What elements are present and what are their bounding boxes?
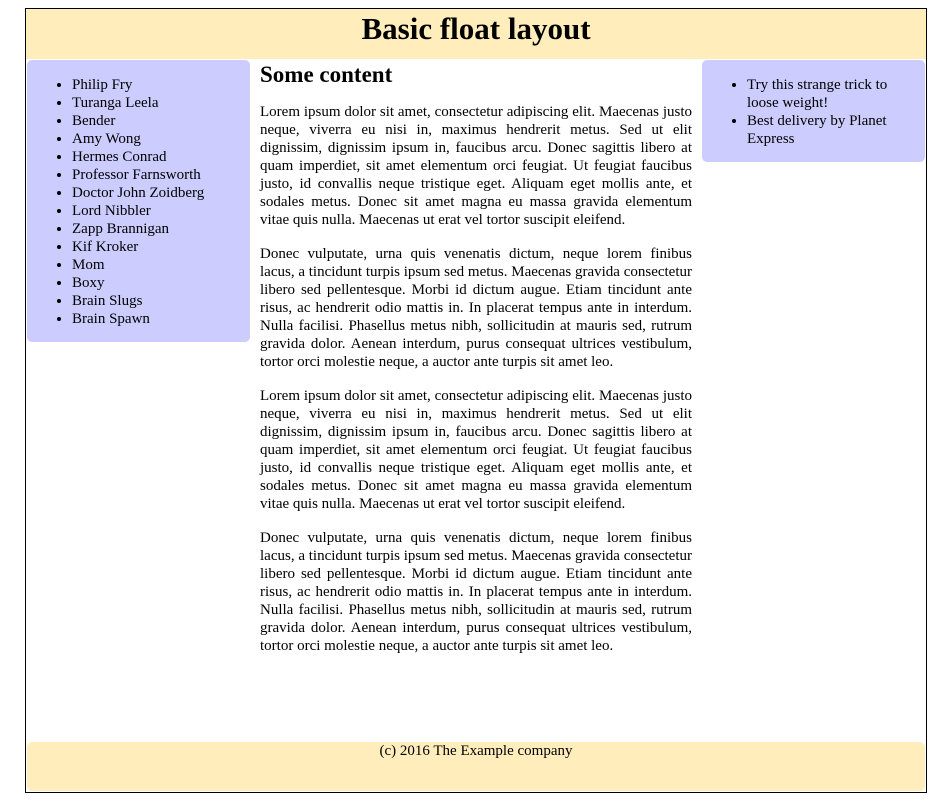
page-footer [27, 742, 925, 791]
ad-list [702, 60, 925, 148]
list-item: • Zapp Brannigan [72, 220, 242, 238]
main-content [260, 60, 692, 655]
list-item: • Professor Farnsworth [72, 166, 242, 184]
footer-text: (c) 2016 The Example company [379, 743, 573, 759]
list-item: • Amy Wong [72, 130, 242, 148]
content-heading: Some content [260, 62, 393, 87]
list-item: • Hermes Conrad [72, 148, 242, 166]
page-header [26, 9, 926, 59]
list-item: • Doctor John Zoidberg [72, 184, 242, 202]
right-sidebar [702, 60, 925, 162]
content-paragraph: Lorem ipsum dolor sit amet, consectetur adipiscing elit. Maecenas justo neque, viverra eu nisi in, maximus hendrerit metus. Sed ut elit dignissim, dignissim ipsum in, faucibus arcu. Donec sagittis libero at quam imperdiet, sit amet elementum orci feugiat. Ut feugiat faucibus justo, id convallis neque tristique eget. Aliquam eget mollis ante, et sodales metus. Donec sit amet magna eu massa gravida elementum vitae quis nulla. Maecenas ut erat vel tortor suscipit eleifend. [260, 388, 692, 512]
character-list [27, 60, 250, 328]
list-item: • Turanga Leela [72, 94, 242, 112]
list-item: • Boxy [72, 274, 242, 292]
list-item: • Brain Slugs [72, 292, 242, 310]
content-paragraph: Donec vulputate, urna quis venenatis dictum, neque lorem finibus lacus, a tincidunt turpis ipsum sed metus. Maecenas gravida consectetur libero sed pellentesque. Morbi id dictum augue. Etiam tincidunt ante risus, ac hendrerit odio mattis in. In placerat tempus ante in interdum. Nulla facilisi. Phasellus metus nibh, sollicitudin at mauris sed, rutrum gravida dolor. Aenean interdum, purus consequat ultrices vestibulum, tortor orci molestie neque, a auctor ante turpis sit amet leo. [260, 246, 692, 370]
list-item: • Lord Nibbler [72, 202, 242, 220]
list-item: • Philip Fry [72, 76, 242, 94]
list-item: • Mom [72, 256, 242, 274]
list-item: • Try this strange trick to loose weight! [747, 76, 917, 112]
content-paragraph: Lorem ipsum dolor sit amet, consectetur adipiscing elit. Maecenas justo neque, viverra eu nisi in, maximus hendrerit metus. Sed ut elit dignissim, dignissim ipsum in, faucibus arcu. Donec sagittis libero at quam imperdiet, sit amet elementum orci feugiat. Ut feugiat faucibus justo, id convallis neque tristique eget. Aliquam eget mollis ante, et sodales metus. Donec sit amet magna eu massa gravida elementum vitae quis nulla. Maecenas ut erat vel tortor suscipit eleifend. [260, 104, 692, 228]
list-item: • Best delivery by Planet Express [747, 112, 917, 148]
list-item: • Brain Spawn [72, 310, 242, 328]
page-wrapper [25, 8, 927, 793]
content-paragraph: Donec vulputate, urna quis venenatis dictum, neque lorem finibus lacus, a tincidunt turpis ipsum sed metus. Maecenas gravida consectetur libero sed pellentesque. Morbi id dictum augue. Etiam tincidunt ante risus, ac hendrerit odio mattis in. In placerat tempus ante in interdum. Nulla facilisi. Phasellus metus nibh, sollicitudin at mauris sed, rutrum gravida dolor. Aenean interdum, purus consequat ultrices vestibulum, tortor orci molestie neque, a auctor ante turpis sit amet leo. [260, 530, 692, 654]
list-item: • Bender [72, 112, 242, 130]
left-sidebar [27, 60, 250, 342]
page-title: Basic float layout [361, 11, 591, 46]
list-item: • Kif Kroker [72, 238, 242, 256]
